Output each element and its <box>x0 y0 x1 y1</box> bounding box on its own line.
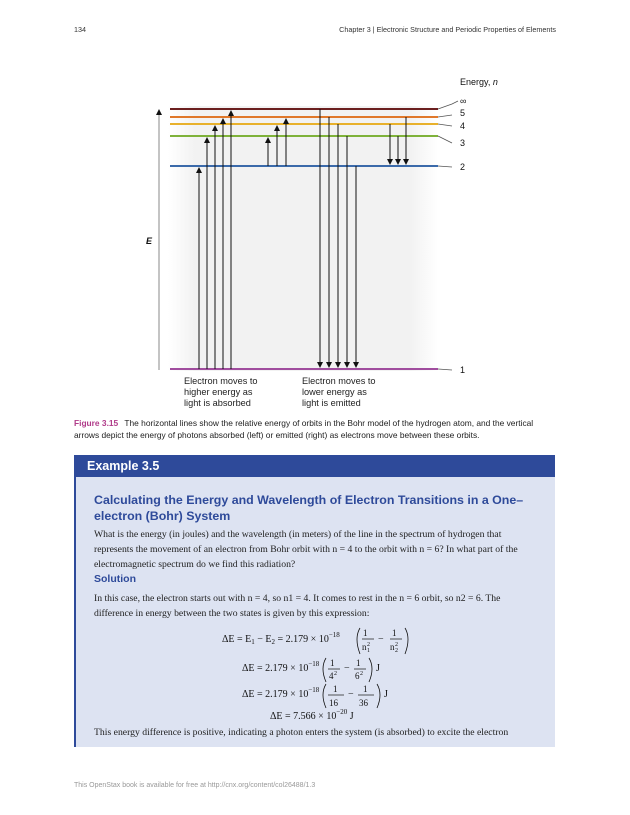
svg-text:ΔE = 7.566 × 10−20 J: $\Delta E = 7.566 \times 10^{-20}$ J <box>270 708 354 722</box>
emitted-note-line1: Electron moves to <box>302 376 376 386</box>
svg-text:2: 2 <box>334 671 337 677</box>
svg-text:36: 36 <box>359 698 368 708</box>
equation-2 <box>242 658 380 682</box>
equation-3 <box>242 684 388 708</box>
absorbed-note-line1: Electron moves to <box>184 376 258 386</box>
figure-number: Figure 3.15 <box>74 418 119 428</box>
svg-text:ΔE = 2.179 × 10−18: $\Delta E = 2.179 \times 10^{-18}$ <box>242 660 320 674</box>
solution-text: In this case, the electron starts out with n = 4, so n1 = 4. It comes to rest in the n = 6 orbit, so n2 = 6. The difference in energy between the two states is given by this expression: <box>94 593 501 619</box>
example-title: Calculating the Energy and Wavelength of Electron Transitions in a One–electron (Bohr) System <box>94 493 524 523</box>
level-label-inf: ∞ <box>460 96 467 106</box>
e-axis-label: E <box>146 236 153 246</box>
equation-1 <box>222 628 408 654</box>
example-left-border <box>74 477 76 747</box>
svg-text:1: 1 <box>367 648 370 654</box>
svg-text:2: 2 <box>360 671 363 677</box>
svg-text:−: − <box>344 663 350 674</box>
absorbed-note <box>184 376 258 409</box>
example-label: Example 3.5 <box>87 459 160 473</box>
svg-text:6: 6 <box>355 671 360 681</box>
level-labels <box>460 96 466 375</box>
svg-text:1: 1 <box>356 658 361 668</box>
energy-equations <box>200 622 460 722</box>
level-label-4: 4 <box>460 121 466 131</box>
svg-text:1: 1 <box>392 628 397 638</box>
chapter-number: Chapter 3 <box>339 25 371 34</box>
energy-n-label: Energy, n <box>460 77 498 87</box>
svg-text:n: n <box>390 642 395 652</box>
svg-text:1: 1 <box>363 628 368 638</box>
example-question: What is the energy (in joules) and the wavelength (in meters) of the line in the spectrum of hydrogen that represents the movement of an electron from Bohr orbit with n = 4 to the orbit with n = 6? In what part of the electromagnetic spectrum do we find this radiation? <box>94 529 518 570</box>
svg-text:2: 2 <box>367 642 370 648</box>
absorbed-note-line2: higher energy as <box>184 387 253 397</box>
level-label-5: 5 <box>460 108 466 118</box>
level-label-3: 3 <box>460 138 466 148</box>
page-footer: This OpenStax book is available for free at http://cnx.org/content/col26488/1.3 <box>74 782 316 789</box>
svg-text:n: n <box>362 642 367 652</box>
figure-caption <box>74 417 558 441</box>
absorbed-note-line3: light is absorbed <box>184 398 251 408</box>
emitted-note-line3: light is emitted <box>302 398 361 408</box>
page-number: 134 <box>74 25 86 34</box>
running-header: Chapter 3 | Electronic Structure and Periodic Properties of Elements <box>339 25 556 34</box>
svg-text:2: 2 <box>395 648 398 654</box>
level-leaders <box>438 101 458 370</box>
emitted-note <box>302 376 376 409</box>
solution-heading: Solution <box>94 573 136 585</box>
svg-text:ΔE = E1 − E2 = 2.179 × 10−18: $\Delta E = E_1 - E_2 = 2.179 \times 10^{-18}$ <box>222 631 340 646</box>
svg-text:ΔE = 2.179 × 10−18: $\Delta E = 2.179 \times 10^{-18}$ <box>242 686 320 700</box>
emitted-note-line2: lower energy as <box>302 387 367 397</box>
svg-text:1: 1 <box>363 684 368 694</box>
chapter-title: Electronic Structure and Periodic Properties of Elements <box>376 25 556 34</box>
caption-text: The horizontal lines show the relative energy of orbits in the Bohr model of the hydrogen atom, and the vertical arrows depict the energy of photons absorbed (left) or emitted (right) as electrons move between these orbits. <box>74 418 534 440</box>
svg-text:4: 4 <box>329 671 334 681</box>
level-label-1: 1 <box>460 365 466 375</box>
svg-text:−: − <box>348 689 354 700</box>
level-label-2: 2 <box>460 162 466 172</box>
svg-text:1: 1 <box>333 684 338 694</box>
svg-text:2: 2 <box>395 642 398 648</box>
svg-text:J: J <box>376 663 380 674</box>
svg-text:16: 16 <box>329 698 338 708</box>
equation-4 <box>270 708 354 722</box>
continuation-text: This energy difference is positive, indicating a photon enters the system (is absorbed) to excite the electron <box>94 727 509 738</box>
svg-text:J: J <box>384 689 388 700</box>
svg-text:−: − <box>378 634 384 645</box>
svg-text:1: 1 <box>330 658 335 668</box>
example-header <box>74 455 555 477</box>
